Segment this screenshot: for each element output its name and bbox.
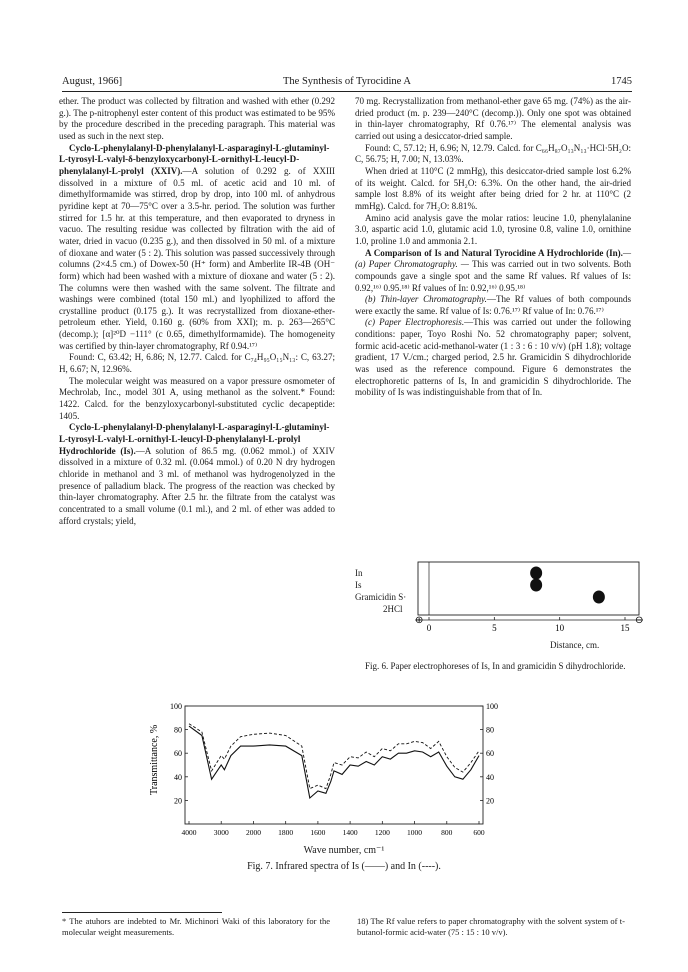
paragraph: Amino acid analysis gave the molar ratios: leucine 1.0, phenylalanine 3.0, aspartic acid 1.0, glutamic acid 1.0, tyrosine 0.8, valine 1.0, ornithine 1.0, proline 1.0 and ammonia 2.1.	[355, 212, 631, 246]
y-tick-label: 20	[486, 796, 494, 806]
tick-label: 0	[426, 623, 432, 633]
figure-6-caption: Fig. 6. Paper electrophoreses of Is, In and gramicidin S dihydrochloride.	[365, 661, 626, 671]
lane-label-is: Is	[355, 580, 362, 590]
figure-7-caption: Fig. 7. Infrared spectra of Is (——) and In (----).	[247, 861, 441, 872]
paragraph-body: —This was carried out under the following conditions: paper, Toyo Roshi No. 52 chromatography paper; solvent, formic acid-acetic acid-methanol-water (1 : 3 : 6 : 10 v/v) (pH 1.8); voltage gradient, 17 V./cm.; charged period, 2.5 hr. Gramicidin S dihydrochloride was used as the reference compound. Figure 6 demonstrates the electrophoretic patterns of Is, In and gramicidin S dihydrochloride. The mobility of Is was indistinguishable from that of In.	[355, 317, 631, 398]
y-tick-label: 100	[486, 702, 498, 711]
x-tick-label: 1200	[374, 828, 390, 837]
y-tick-label: 20	[174, 796, 182, 806]
x-axis	[182, 821, 485, 837]
subsection-heading: (b) Thin-layer Chromatography.	[365, 294, 487, 305]
paragraph-body: —A solution of 0.292 g. of XXIII dissolved in a mixture of 0.5 ml. of acetic acid and 10 ml. of dimethylformamide was stirred, drop by drop, into 100 ml. of anhydrous pyridine kept at 70—75°C over a 3.5-hr. period. The solution was further stirred for 1.5 hr. at this temperature, and then evaporated to dryness in vacuo. The resulting residue was collected by filtration with the aid of water, dried in vacuo (0.235 g.), and then dissolved in 50 ml. of a mixture of dioxane and water (5 : 2). This solution was passed successively through columns (2×4.5 cm.) of Dowex-50 (H⁺ form) and Amberlite IR-4B (OH⁻ form) which had been washed with a mixture of dioxane and water (5 : 2). The columns were then washed with the same solvent. The filtrate and washings were combined (total 150 ml.) and lyophilized to afford the crystalline product (0.175 g.). It was recrystallized from dioxane-ether-petroleum ether. Yield, 0.160 g. (60% from XXI); m. p. 263—265°C (decomp.); [α]²⁰D −111° (c 0.65, dimethylformamide). The homogeneity was certified by thin-layer chromatography, Rf 0.94.¹⁷⁾	[59, 165, 336, 351]
y-tick-label: 40	[486, 772, 494, 782]
spot-group	[530, 567, 605, 604]
paragraph	[355, 317, 631, 399]
footnote-18: 18) The Rf value refers to paper chromatography with the solvent system of t-butanol-formic acid-water (75 : 15 : 10 v/v).	[357, 916, 625, 937]
x-tick-label: 1800	[278, 828, 294, 837]
paragraph: 70 mg. Recrystallization from methanol-ether gave 65 mg. (74%) as the air-dried product (m. p. 239—240°C (decomp.)). Only one spot was obtained in thin-layer chromatography, Rf 0.76.¹⁷⁾ The elemental analysis was carried out using a desiccator-dried sample.	[355, 96, 631, 141]
paragraph	[59, 143, 335, 353]
x-tick-label: 4000	[181, 828, 197, 837]
plus-electrode: ⊕	[415, 615, 424, 626]
paper-strip-frame	[418, 562, 639, 615]
header-rule	[62, 91, 632, 92]
y-tick-label: 100	[170, 702, 182, 711]
lane-label-gramicidin: Gramicidin S·	[355, 592, 407, 602]
subsection-heading: — (a) Paper Chromatography. —	[355, 247, 631, 270]
x-tick-label: 1600	[310, 828, 326, 837]
page-number: 1745	[611, 76, 632, 87]
y-tick-label: 80	[174, 725, 182, 735]
spot-in	[530, 567, 542, 580]
lane-label-in: In	[355, 568, 363, 578]
paragraph: The molecular weight was measured on a vapor pressure osmometer of Mechrolab, Inc., model 301 A, using methanol as the solvent.* Found: 1422. Calcd. for the benzyloxycarbonyl-substituted cyclic decapeptide: 1405.	[59, 375, 335, 421]
paragraph-body: —A solution of 86.5 mg. (0.062 mmol.) of XXIV dissolved in a mixture of 0.32 ml. (0.064 mmol.) of 0.20 N dry hydrogen chloride in methanol and 3 ml. of methanol was hydrogenolyzed in the presence of palladium black. The progress of the reaction was checked by thin-layer chromatography. After 2.5 hr. the filtrate from the catalyst was concentrated to a small volume (0.1 ml.), and 2 ml. of ether was added to afford crystals; yield,	[59, 445, 335, 526]
paragraph: Found: C, 63.42; H, 6.86; N, 12.77. Calcd. for C₇₄H₉₅O₁₅N₁₃: C, 63.27; H, 6.67; N, 12.96%.	[59, 352, 335, 375]
figure-7	[145, 700, 525, 910]
tick-label: 10	[555, 623, 565, 633]
tick-group	[427, 617, 630, 633]
tick-label: 5	[492, 623, 497, 633]
figure-6	[355, 560, 645, 710]
spectra-lines	[189, 724, 479, 798]
paragraph: ether. The product was collected by filtration and washed with ether (0.292 g.). The p-nitrophenyl ester content of this product was estimated to be 95% by the procedure described in the preceding paragraph. This material was used as such in the next step.	[59, 96, 335, 141]
spot-is	[530, 579, 542, 592]
spectrum-line-is	[189, 726, 479, 798]
paragraph	[355, 294, 631, 317]
y-axis-label: Transmittance, %	[149, 724, 160, 795]
electrophoresis-plot	[415, 560, 650, 660]
y-tick-label: 40	[174, 772, 182, 782]
x-tick-label: 3000	[213, 828, 229, 837]
y-tick-label: 60	[174, 749, 182, 759]
spectrum-line-in	[189, 724, 479, 789]
running-header	[62, 76, 632, 90]
paragraph: Found: C, 57.12; H, 6.96; N, 12.79. Calcd. for C₆₆H₈₇O₁₃N₁₃·HCl·5H₂O: C, 56.75; H, 7.00; N, 13.03%.	[355, 142, 631, 165]
paragraph	[355, 248, 631, 295]
lane-label-gramicidin-salt: 2HCl	[383, 604, 403, 614]
footnote-acknowledgement: * The atuhors are indebted to Mr. Michinori Waki of this laboratory for the molecular weight measurements.	[62, 916, 330, 937]
paragraph: When dried at 110°C (2 mmHg), this desiccator-dried sample lost 6.2% of its weight. Calcd. for 5H₂O: 6.3%. On the other hand, the air-dried sample lost 8.8% of its weight after being dried for 2 hr. at 110°C (2 mmHg). Calcd. for 7H₂O: 8.81%.	[355, 165, 631, 211]
tick-label: 15	[620, 623, 630, 633]
compound-heading: Cyclo-L-phenylalanyl-D-phenylalanyl-L-asparaginyl-L-glutaminyl-L-tyrosyl-L-valyl-δ-benzyloxycarbonyl-L-ornithyl-L-leucyl-D-phenylalanyl-L-prolyl (XXIV).	[59, 142, 330, 176]
x-tick-label: 1000	[407, 828, 423, 837]
compound-heading: Cyclo-L-phenylalanyl-D-phenylalanyl-L-asparaginyl-L-glutaminyl-L-tyrosyl-L-valyl-L-ornithyl-L-leucyl-D-phenylalanyl-L-prolyl Hydrochloride (Is).	[59, 422, 330, 456]
x-tick-label: 1400	[342, 828, 358, 837]
left-column	[59, 96, 335, 527]
footnote-rule	[62, 912, 222, 913]
section-heading: A Comparison of Is and Natural Tyrocidine A Hydrochloride (In).	[365, 247, 623, 258]
paragraph-body: —The Rf values of both compounds were exactly the same. Rf value of Is: 0.76.¹⁷⁾ Rf value of In: 0.76.¹⁷⁾	[355, 294, 631, 316]
header-date: August, 1966]	[62, 76, 123, 87]
spot-gramicidin	[593, 591, 605, 604]
paragraph	[59, 422, 335, 527]
minus-electrode: ⊖	[635, 615, 644, 626]
right-column	[355, 96, 631, 399]
x-tick-label: 600	[473, 828, 485, 837]
distance-axis-label: Distance, cm.	[550, 640, 600, 650]
x-tick-label: 2000	[245, 828, 261, 837]
paragraph-body: This was carried out in two solvents. Both compounds gave a single spot and the same Rf values. Rf values of Is: 0.92,¹⁶⁾ 0.95.¹⁸⁾ Rf values of In: 0.92,¹⁶⁾ 0.95.¹⁸⁾	[355, 259, 631, 293]
plot-frame	[185, 706, 483, 824]
y-tick-label: 80	[486, 725, 494, 735]
ir-spectrum-plot	[145, 700, 543, 845]
subsection-heading: (c) Paper Electrophoresis.	[365, 317, 465, 328]
header-title: The Synthesis of Tyrocidine A	[283, 76, 411, 87]
x-tick-label: 800	[441, 828, 453, 837]
x-axis-label: Wave number, cm⁻¹	[303, 845, 385, 856]
y-tick-label: 60	[486, 749, 494, 759]
